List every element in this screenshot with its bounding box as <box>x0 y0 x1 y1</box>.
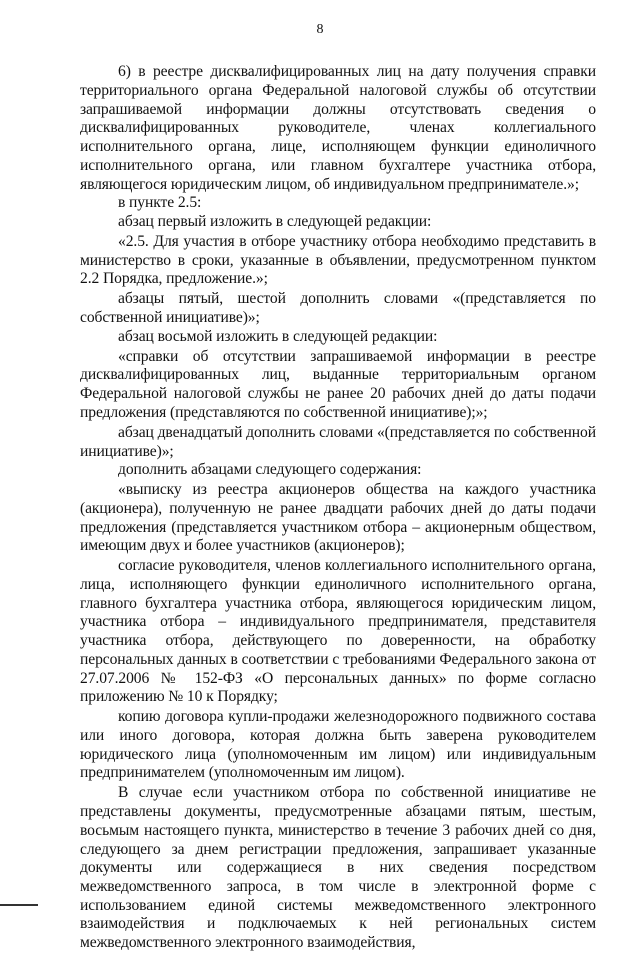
paragraph-contract-copy: копию договора купли-продажи железнодорожного подвижного состава или иного договора, которая должна быть заверена руководителем юридического лица (уполномоченным им лицом) или индивидуальным предпринимателем (уполномоченным им лицом). <box>80 708 596 782</box>
paragraph-clause-2-5-intro: в пункте 2.5: <box>118 194 202 212</box>
paragraph-add-abzacs-instruction: дополнить абзацами следующего содержания: <box>118 461 422 479</box>
paragraph-shareholder-extract: «выписку из реестра акционеров общества на каждого участника (акционера), полученную не ранее двадцати рабочих дней до даты подачи предложения (представляется участником отбора – акционерным обществом, имеющим двух и более участников (акционеров); <box>80 481 596 555</box>
paragraph-first-abzac-instruction: абзац первый изложить в следующей редакции: <box>118 212 432 230</box>
scan-edge-mark <box>0 904 38 906</box>
paragraph-consent: согласие руководителя, членов коллегиального исполнительного органа, лица, исполняющего функции единоличного исполнительного органа, главного бухгалтера участника отбора, являющегося юридическим лицом, участника отбора – индивидуального предпринимателя, представителя участника отбора, действующего по доверенности, на обработку персональных данных в соответствии с требованиями Федерального закона от 27.07.2006 № 152-ФЗ «О персональных данных» по форме согласно приложению № 10 к Порядку; <box>80 557 596 706</box>
paragraph-interagency-request: В случае если участником отбора по собственной инициативе не представлены документы, предусмотренные абзацами пятым, шестым, восьмым настоящего пункта, министерство в течение 3 рабочих дней со дня, следующего за днем регистрации предложения, запрашивает указанные документы или содержащиеся в них сведения посредством межведомственного запроса, в том числе в электронной форме с использованием единой системы межведомственного электронного взаимодействия и подключаемых к ней региональных систем межведомственного электронного взаимодействия, <box>80 784 596 952</box>
paragraph-eighth-abzac-instruction: абзац восьмой изложить в следующей редакции: <box>118 327 438 345</box>
paragraph-twelfth-abzac: абзац двенадцатый дополнить словами «(представляется по собственной инициативе)»; <box>80 423 596 460</box>
page-number: 8 <box>316 22 324 37</box>
paragraph-clause-6: 6) в реестре дисквалифицированных лиц на дату получения справки территориального органа Федеральной налоговой службы об отсутствии запрашиваемой информации должны отсутствовать сведения о дисквалифицированных руководителе, членах коллегиального исполнительного органа, лице, исполняющем функции единоличного исполнительного органа, или главном бухгалтере участника отбора, являющегося юридическим лицом, об индивидуальном предпринимателе.»; <box>80 63 596 193</box>
paragraph-fifth-sixth-abzac: абзацы пятый, шестой дополнить словами «(представляется по собственной инициативе)»; <box>80 290 596 327</box>
paragraph-clause-2-5-text: «2.5. Для участия в отборе участнику отбора необходимо представить в министерство в сроки, указанные в объявлении, предусмотренном пунктом 2.2 Порядка, предложение.»; <box>80 232 596 288</box>
paragraph-certificate-text: «справки об отсутствии запрашиваемой информации в реестре дисквалифицированных лиц, выданные территориальным органом Федеральной налоговой службы не ранее 20 рабочих дней до даты подачи предложения (представляются по собственной инициативе);»; <box>80 347 596 421</box>
document-body <box>80 62 596 953</box>
